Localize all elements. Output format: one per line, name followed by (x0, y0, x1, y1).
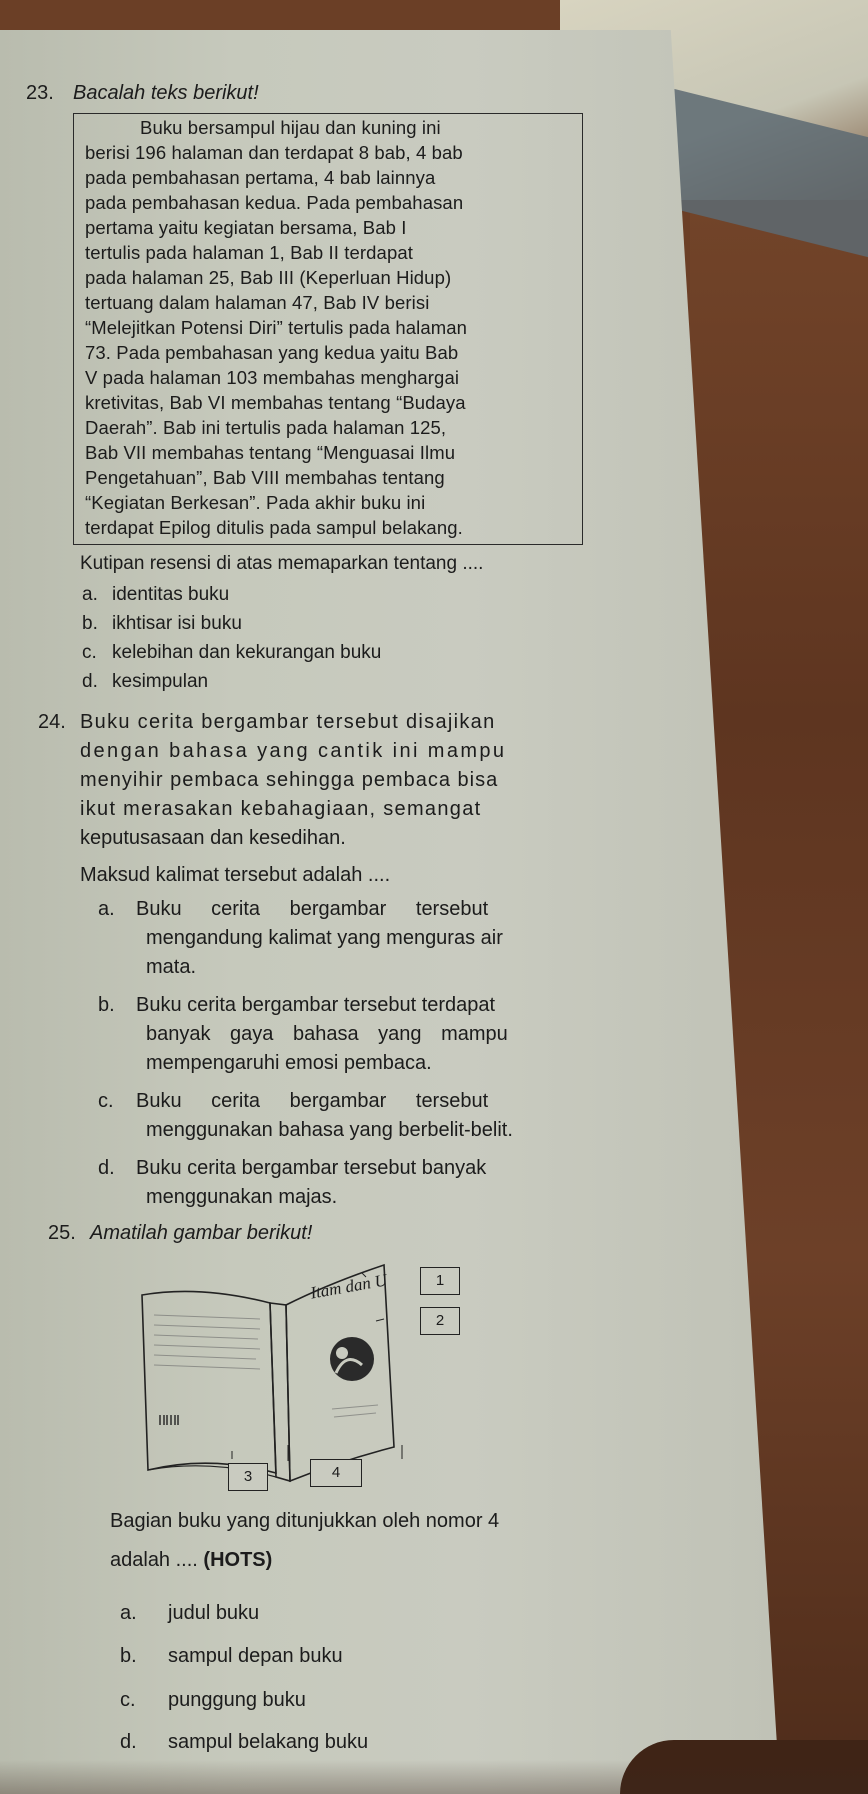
passage-line: Buku bersampul hijau dan kuning ini (140, 117, 441, 138)
q24-number: 24. (38, 711, 66, 733)
q25-option-a-text: judul buku (168, 1602, 260, 1624)
passage-line: “Kegiatan Berkesan”. Pada akhir buku ini (85, 492, 426, 513)
q24-option-c-line: Buku cerita bergambar tersebut (136, 1090, 489, 1112)
q23-option-c-letter: c. (82, 642, 97, 663)
q24-option-d-line: menggunakan majas. (146, 1186, 338, 1208)
q25-question-prefix: adalah .... (110, 1549, 204, 1571)
q24-question: Maksud kalimat tersebut adalah .... (80, 864, 391, 886)
q24-option-c-line: menggunakan bahasa yang berbelit-belit. (146, 1119, 513, 1141)
q24-option-b-line: Buku cerita bergambar tersebut terdapat (136, 994, 496, 1016)
passage-line: Bab VII membahas tentang “Menguasai Ilmu (85, 442, 456, 463)
passage-line: terdapat Epilog ditulis pada sampul belakang. (85, 517, 463, 538)
q23-option-d-text: kesimpulan (112, 671, 209, 692)
passage-line: Daerah”. Bab ini tertulis pada halaman 125, (85, 417, 447, 438)
passage-line: tertulis pada halaman 1, Bab II terdapat (85, 242, 413, 263)
q23-option-d-letter: d. (82, 671, 98, 692)
q23-option-a-letter: a. (82, 584, 98, 605)
q24-stem-line: dengan bahasa yang cantik ini mampu (80, 740, 507, 762)
q24-option-a-letter: a. (98, 898, 115, 920)
book-cover-title: Itam dan U (308, 1270, 389, 1303)
q23-option-b-letter: b. (82, 613, 98, 634)
hots-tag: (HOTS) (203, 1549, 273, 1571)
book-illustration (140, 1255, 470, 1495)
passage-line: V pada halaman 103 membahas menghargai (85, 367, 460, 388)
q24-option-d-letter: d. (98, 1157, 115, 1179)
q23-option-c-text: kelebihan dan kekurangan buku (112, 642, 382, 663)
passage-line: kretivitas, Bab VI membahas tentang “Budaya (85, 392, 466, 413)
label-box-1: 1 (420, 1267, 460, 1295)
q25-question-line (110, 1549, 272, 1571)
label-box-2: 2 (420, 1307, 460, 1335)
passage-line: pertama yaitu kegiatan bersama, Bab I (85, 217, 407, 238)
passage-line: Pengetahuan”, Bab VIII membahas tentang (85, 467, 445, 488)
q25-option-d-letter: d. (120, 1731, 137, 1753)
q24-option-a-line: Buku cerita bergambar tersebut (136, 898, 489, 920)
q24-stem-line: keputusasaan dan kesedihan. (80, 827, 346, 849)
label-box-4: 4 (310, 1459, 362, 1487)
q25-option-b-text: sampul depan buku (168, 1645, 343, 1667)
q23-option-b-text: ikhtisar isi buku (112, 613, 242, 634)
q23-number: 23. (26, 82, 54, 104)
q24-option-b-line: banyak gaya bahasa yang mampu (146, 1023, 508, 1045)
passage-line: 73. Pada pembahasan yang kedua yaitu Bab (85, 342, 459, 363)
passage-line: pada pembahasan pertama, 4 bab lainnya (85, 167, 436, 188)
q24-option-a-line: mengandung kalimat yang menguras air (146, 927, 503, 949)
q23-question: Kutipan resensi di atas memaparkan tentang .... (80, 553, 484, 574)
passage-line: pada pembahasan kedua. Pada pembahasan (85, 192, 464, 213)
q24-option-b-line: mempengaruhi emosi pembaca. (146, 1052, 432, 1074)
q25-option-b-letter: b. (120, 1645, 137, 1667)
label-box-3: 3 (228, 1463, 268, 1491)
q23-option-a-text: identitas buku (112, 584, 230, 605)
q25-option-c-letter: c. (120, 1689, 136, 1711)
passage-line: berisi 196 halaman dan terdapat 8 bab, 4 bab (85, 142, 463, 163)
passage-line: “Melejitkan Potensi Diri” tertulis pada halaman (85, 317, 468, 338)
q24-option-b-letter: b. (98, 994, 115, 1016)
q25-number: 25. (48, 1222, 76, 1244)
q24-option-d-line: Buku cerita bergambar tersebut banyak (136, 1157, 487, 1179)
q24-option-c-letter: c. (98, 1090, 114, 1112)
passage-line: tertuang dalam halaman 47, Bab IV berisi (85, 292, 430, 313)
q25-option-c-text: punggung buku (168, 1689, 306, 1711)
q24-stem-line: menyihir pembaca sehingga pembaca bisa (80, 769, 499, 791)
q24-stem-line: Buku cerita bergambar tersebut disajikan (80, 711, 496, 733)
q24-option-a-line: mata. (146, 956, 197, 978)
passage-line: pada halaman 25, Bab III (Keperluan Hidup) (85, 267, 452, 288)
q25-option-a-letter: a. (120, 1602, 137, 1624)
q25-question-line: Bagian buku yang ditunjukkan oleh nomor 4 (110, 1510, 500, 1532)
q23-instruction: Bacalah teks berikut! (73, 82, 259, 104)
q24-stem-line: ikut merasakan kebahagiaan, semangat (80, 798, 482, 820)
q25-instruction: Amatilah gambar berikut! (90, 1222, 313, 1244)
q25-option-d-text: sampul belakang buku (168, 1731, 369, 1753)
